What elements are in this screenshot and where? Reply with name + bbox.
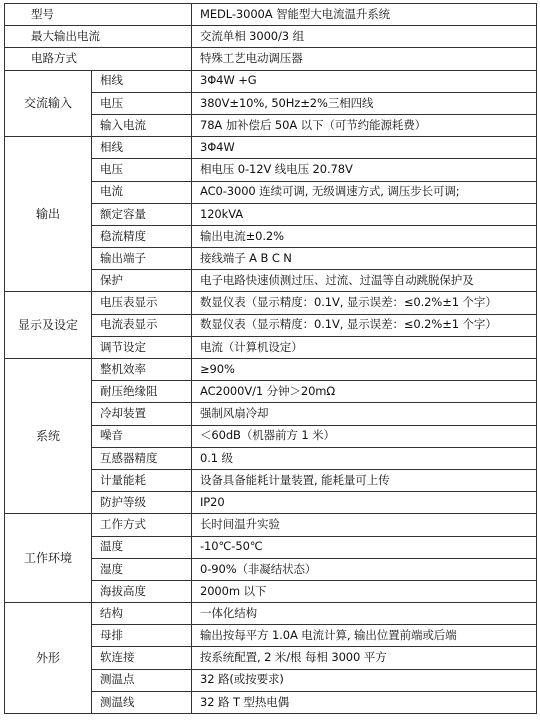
header-label: 最大输出电流 (5, 26, 192, 48)
param-value: 相电压 0-12V 线电压 20.78V (192, 159, 537, 181)
param-value: 数显仪表（显示精度：0.1V, 显示误差：≤0.2%±1 个字） (192, 292, 537, 314)
param-name: 额定容量 (92, 203, 192, 225)
header-value: 特殊工艺电动调压器 (192, 48, 537, 70)
param-value: 3Φ4W +G (192, 70, 537, 92)
param-name: 电流表显示 (92, 314, 192, 336)
param-value: ＜60dB（机器前方 1 米） (192, 425, 537, 447)
param-value: 3Φ4W (192, 137, 537, 159)
param-value: -10℃-50℃ (192, 536, 537, 558)
param-value: 32 路 T 型热电偶 (192, 691, 537, 713)
param-value: 电流（计算机设定） (192, 336, 537, 358)
param-name: 海拔高度 (92, 580, 192, 602)
param-value: 接线端子 A B C N (192, 248, 537, 270)
group-label: 工作环境 (5, 514, 92, 603)
param-value: 长时间温升实验 (192, 514, 537, 536)
spec-row (5, 137, 537, 159)
param-name: 湿度 (92, 558, 192, 580)
group-label: 显示及设定 (5, 292, 92, 359)
param-value: 32 路(或按要求) (192, 669, 537, 691)
param-value: 数显仪表（显示精度：0.1V, 显示误差：≤0.2%±1 个字） (192, 314, 537, 336)
param-value: ≥90% (192, 359, 537, 381)
param-name: 相线 (92, 137, 192, 159)
spec-table-body (5, 4, 537, 714)
param-name: 结构 (92, 603, 192, 625)
param-name: 电压表显示 (92, 292, 192, 314)
spec-row (5, 603, 537, 625)
group-label: 系统 (5, 359, 92, 514)
param-value: 一体化结构 (192, 603, 537, 625)
param-name: 测温线 (92, 691, 192, 713)
param-name: 温度 (92, 536, 192, 558)
spec-table (4, 3, 537, 714)
param-value: IP20 (192, 492, 537, 514)
param-value: 0.1 级 (192, 447, 537, 469)
param-name: 输入电流 (92, 114, 192, 136)
param-name: 互感器精度 (92, 447, 192, 469)
header-row (5, 4, 537, 26)
param-name: 整机效率 (92, 359, 192, 381)
param-value: AC2000V/1 分钟＞20mΩ (192, 381, 537, 403)
param-name: 测温点 (92, 669, 192, 691)
header-value: 交流单相 3000/3 组 (192, 26, 537, 48)
param-name: 防护等级 (92, 492, 192, 514)
param-value: AC0-3000 连续可调, 无级调速方式, 调压步长可调; (192, 181, 537, 203)
param-name: 冷却装置 (92, 403, 192, 425)
param-name: 工作方式 (92, 514, 192, 536)
param-name: 软连接 (92, 647, 192, 669)
param-value: 输出按每平方 1.0A 电流计算, 输出位置前端或后端 (192, 625, 537, 647)
param-name: 调节设定 (92, 336, 192, 358)
param-value: 输出电流±0.2% (192, 225, 537, 247)
param-value: 2000m 以下 (192, 580, 537, 602)
spec-row (5, 292, 537, 314)
group-label: 外形 (5, 603, 92, 714)
spec-row (5, 514, 537, 536)
param-name: 电压 (92, 92, 192, 114)
param-value: 按系统配置, 2 米/根 每相 3000 平方 (192, 647, 537, 669)
param-name: 电流 (92, 181, 192, 203)
param-name: 母排 (92, 625, 192, 647)
param-name: 噪音 (92, 425, 192, 447)
param-value: 380V±10%, 50Hz±2%三相四线 (192, 92, 537, 114)
header-row (5, 48, 537, 70)
header-row (5, 26, 537, 48)
spec-row (5, 359, 537, 381)
param-value: 强制风扇冷却 (192, 403, 537, 425)
param-value: 0-90%（非凝结状态） (192, 558, 537, 580)
param-name: 输出端子 (92, 248, 192, 270)
param-name: 计量能耗 (92, 469, 192, 491)
param-name: 相线 (92, 70, 192, 92)
param-value: 设备具备能耗计量装置, 能耗量可上传 (192, 469, 537, 491)
param-value: 120kVA (192, 203, 537, 225)
group-label: 交流输入 (5, 70, 92, 137)
header-label: 型号 (5, 4, 192, 26)
spec-row (5, 70, 537, 92)
group-label: 输出 (5, 137, 92, 292)
param-value: 电子电路快速侦测过压、过流、过温等自动跳脱保护及 (192, 270, 537, 292)
param-name: 电压 (92, 159, 192, 181)
header-label: 电路方式 (5, 48, 192, 70)
param-name: 稳流精度 (92, 225, 192, 247)
param-name: 保护 (92, 270, 192, 292)
param-name: 耐压绝缘阻 (92, 381, 192, 403)
header-value: MEDL-3000A 智能型大电流温升系统 (192, 4, 537, 26)
param-value: 78A 加补偿后 50A 以下（可节约能源耗费） (192, 114, 537, 136)
